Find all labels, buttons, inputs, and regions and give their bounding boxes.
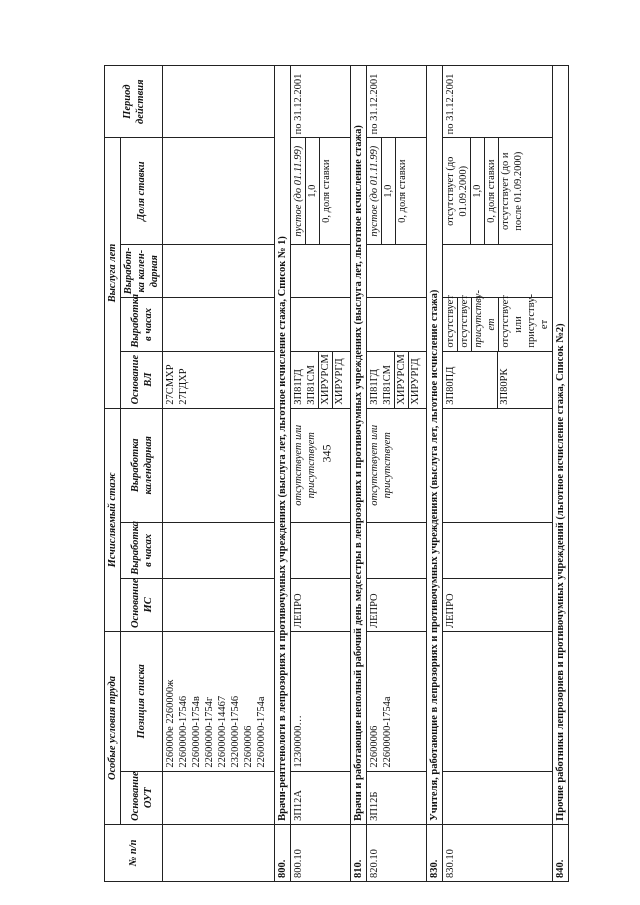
header-period: Период действия (105, 66, 163, 138)
header-basis-is: Основание ИС (121, 578, 163, 631)
header-calculated-service: Исчисляемый стаж (105, 408, 121, 631)
table-row: 830.10 ЛЕПРО ЗП80ПД ЗП80РК отсутствует отсутствует присутству-ет отсутствует или присутству-ет отсутствует (до 01.09.2000) 1,0 0, доля ставки отсутствует (до и после 01.09.2000) по 31.12.2001 (443, 66, 553, 882)
header-work-calendar: Выработка календарная (121, 408, 163, 522)
section-row: 810. Врачи и работающие неполный рабочий день медсестры в лепрозориях и противочумных учреждениях (выслуга лет, льготное исчисление стажа) (351, 66, 367, 882)
conditions-table (104, 65, 569, 882)
section-title: Врачи и работающие неполный рабочий день медсестры в лепрозориях и противочумных учреждениях (выслуга лет, льготное исчисление стажа) (351, 66, 367, 825)
rotated-table-container (104, 65, 612, 882)
table-row (163, 66, 275, 882)
basis-vl-cell: 27СМХР 27ГДХР (163, 351, 275, 408)
table-row: 820.10 ЗП12Б 22600006 22600000-1754а ЛЕПРО отсутствует или присутствует ЗП81ГД ЗП81СМ ХИРУРСМ ХИРУРГД пустое (до 01.11.99) 1,0 0, доля ставки по 31.12.2001 (367, 66, 427, 882)
section-title: Врачи-рентгенологи в лепрозориях и противочумных учреждениях (выслуга лет, льготное исчисление стажа, Список № 1) (275, 66, 291, 825)
header-service-years: Выслуга лет (105, 138, 121, 408)
page-number: 345 (319, 444, 334, 463)
positions-cell: 2260000е 2260000ж 22600000-17546 22600000-1754в 22600000-1754г 22600000-14467 23200000-17546 22600006 22600000-1754а (163, 632, 275, 772)
section-row: 840. Прочие работники лепрозориев и противочумных учреждений (льготное исчисление стажа, Список №2) (553, 66, 569, 882)
table-row: 800.10 ЗП12А 12300000… ЛЕПРО отсутствует или присутствует ЗП81ГД ЗП81СМ ХИРУРСМ ХИРУРГД пустое (до 01.11.99) 1,0 0, доля ставки по 31.12.2001 (291, 66, 351, 882)
header-special-conditions: Особые условия труда (105, 632, 121, 825)
section-title: Учителя, работающие в лепрозориях и противочумных учреждениях (выслуга лет, льготное исчисление стажа) (427, 66, 443, 825)
header-list-position: Позиция списка (121, 632, 163, 772)
header-num: № п/п (105, 824, 163, 881)
header-basis-out: Основание ОУТ (121, 771, 163, 824)
header-basis-vl: Основание ВЛ (121, 351, 163, 408)
section-title: Прочие работники лепрозориев и противочумных учреждений (льготное исчисление стажа, Список №2) (553, 66, 569, 825)
header-work-hours: Выработка в часах (121, 522, 163, 578)
header-svc-calendar: Выработ-ка кален-дарная (121, 245, 163, 298)
header-svc-hours: Выработка в часах (121, 298, 163, 351)
header-rate-share: Доля ставки (121, 138, 163, 245)
section-row: 830. Учителя, работающие в лепрозориях и противочумных учреждениях (выслуга лет, льготное исчисление стажа) (427, 66, 443, 882)
section-row: 800. Врачи-рентгенологи в лепрозориях и противочумных учреждениях (выслуга лет, льготное исчисление стажа, Список № 1) (275, 66, 291, 882)
